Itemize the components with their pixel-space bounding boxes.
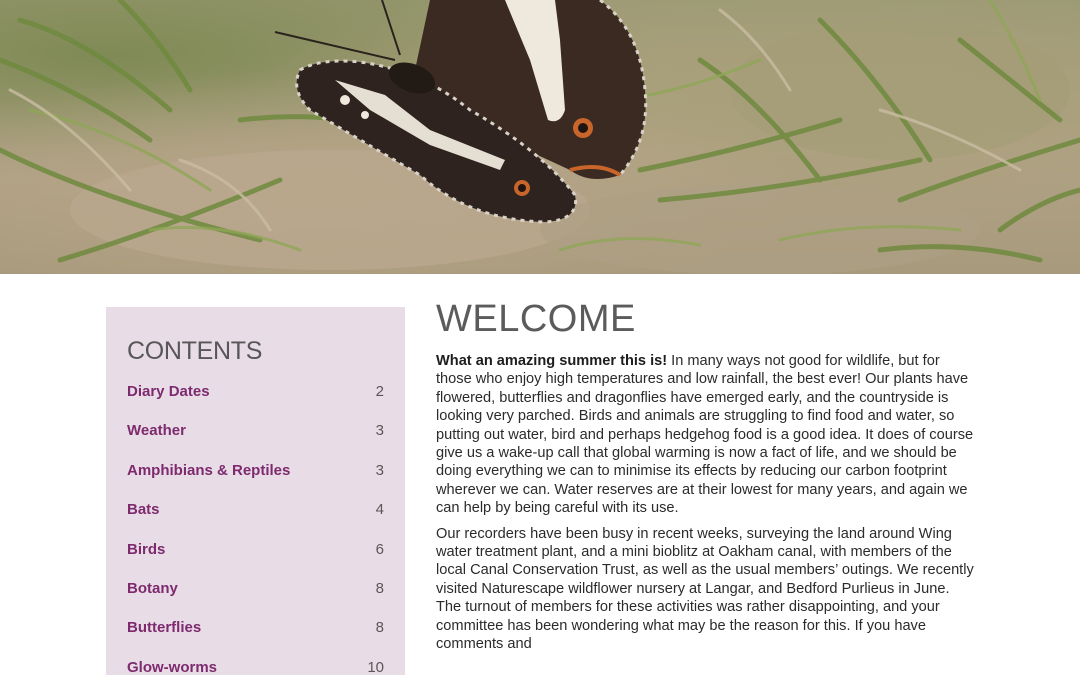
toc-item-bats[interactable]: [127, 501, 384, 540]
contents-panel: [106, 307, 405, 675]
toc-label: Diary Dates: [127, 383, 210, 400]
toc-page-number: 10: [367, 658, 384, 675]
toc-page-number: 6: [375, 540, 384, 558]
toc-item-butterflies[interactable]: [127, 619, 384, 658]
contents-title: CONTENTS: [127, 337, 263, 365]
toc-label: Glow-worms: [127, 658, 218, 675]
toc-page-number: 8: [375, 579, 384, 597]
toc-page-number: 3: [375, 422, 384, 440]
hero-photo: [0, 0, 1080, 274]
welcome-title: WELCOME: [436, 298, 636, 340]
toc-page-number: 4: [375, 501, 384, 519]
toc-page-number: 3: [375, 461, 384, 479]
welcome-article: [436, 352, 976, 661]
toc-label: Botany: [127, 579, 178, 597]
welcome-paragraph-2: Our recorders have been busy in recent weeks, surveying the land around Wing water treatment plant, and a mini bioblitz at Oakham canal, with members of the local Canal Conservation Trust, as well as the usual members’ outings. We recently visited Naturescape wildflower nursery at Langar, and Bedford Purlieus in June. The turnout of members for these activities was rather disappointing, and your committee has been wondering what may be the reason for this. If you have comments and: [436, 525, 974, 653]
welcome-paragraph-1-text: In many ways not good for wildlife, but for those who enjoy high temperatures and low rainfall, the best ever! Our plants have flowered, butterflies and dragonflies have emerged early, and the countryside is looking very parched. Birds and animals are struggling to find food and water, so putting out water, bird and perhaps hedgehog food is a good idea. It does of course give us a wake-up call that global warming is now a fact of life, and we should be doing everything we can to minimise its effects by reducing our carbon footprint wherever we can. Water reserves are at their lowest for many years, and again we can help by being careful with its use.: [436, 353, 974, 517]
toc-page-number: 2: [375, 383, 384, 400]
toc-label: Amphibians & Reptiles: [127, 461, 291, 479]
contents-list: [127, 383, 384, 675]
toc-label: Butterflies: [127, 619, 202, 637]
toc-label: Birds: [127, 540, 166, 558]
toc-item-weather[interactable]: [127, 422, 384, 461]
toc-label: Bats: [127, 501, 160, 519]
toc-label: Weather: [127, 422, 186, 440]
toc-item-diary-dates[interactable]: [127, 383, 384, 422]
toc-item-glow-worms[interactable]: [127, 659, 384, 675]
toc-item-birds[interactable]: [127, 541, 384, 580]
welcome-paragraph-1: [436, 352, 976, 518]
welcome-lead: What an amazing summer this is!: [436, 353, 668, 369]
toc-page-number: 8: [375, 619, 384, 637]
toc-item-botany[interactable]: [127, 580, 384, 619]
toc-item-amphibians-reptiles[interactable]: [127, 462, 384, 501]
butterfly-photo-icon: [0, 0, 1080, 274]
